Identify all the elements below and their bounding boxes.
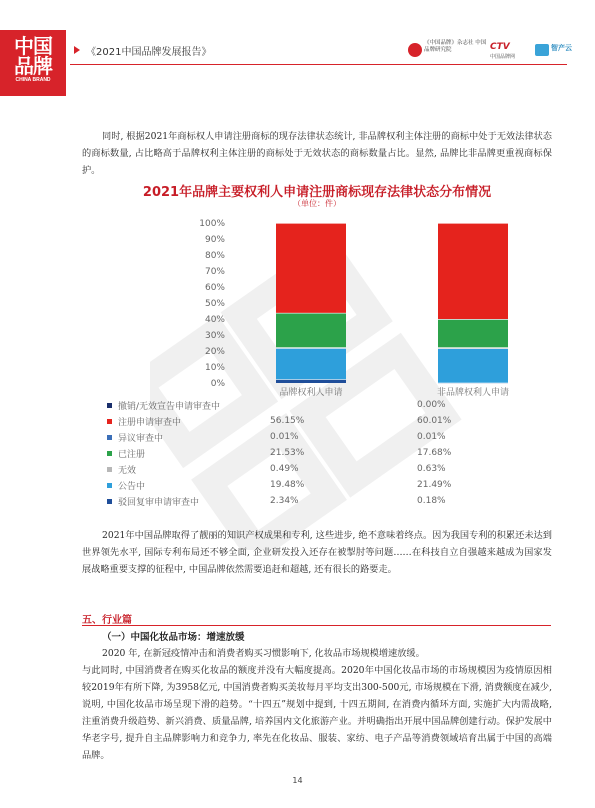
table-row: [107, 413, 547, 429]
section-divider: [82, 625, 551, 626]
ctv-subtitle: 中国品牌网: [490, 54, 516, 60]
y-tick-label: 80%: [204, 251, 225, 261]
conclusion-paragraph: 2021年中国品牌取得了靓丽的知识产权成果和专利, 这些进步, 绝不意味着终点。因为我国专利的积累还未达到世界领先水平, 国际专利布局还不够全面, 企业研发投入还存在被掣肘等问题……在科技自立自强越来越成为国家发展战略重要支撑的征程中, 中国品牌依然需要追赶和超越, 还有很长的路要走。: [82, 530, 552, 575]
cloud-logo-text: 智产云: [551, 44, 572, 52]
bar-segment: [438, 348, 508, 382]
y-tick-label: 40%: [204, 315, 225, 325]
paragraph-cosmetics-intro: 2020 年, 在新冠疫情冲击和消费者购买习惯影响下, 化妆品市场规模增速放缓。: [102, 648, 425, 659]
data-label: 21.53%: [270, 448, 305, 458]
legend-swatch: [107, 467, 112, 472]
bar-segment: [276, 348, 346, 379]
data-label: 0.00%: [417, 400, 446, 410]
bar-separator: [276, 222, 346, 224]
table-row: [107, 493, 547, 509]
y-tick-label: 90%: [204, 235, 225, 245]
x-category-label: 品牌权利人申请: [279, 388, 343, 398]
series-name: 公告中: [107, 477, 270, 493]
legend-swatch: [107, 499, 112, 504]
series-name: 已注册: [107, 445, 270, 461]
y-tick-label: 50%: [204, 299, 225, 309]
data-label: 0.01%: [270, 432, 299, 442]
series-name: 驳回复审申请审查中: [107, 493, 270, 509]
data-label: 60.01%: [417, 416, 452, 426]
bar-segment: [438, 319, 508, 347]
data-table: [107, 397, 547, 509]
y-tick-label: 60%: [204, 283, 225, 293]
y-tick-label: 0%: [210, 379, 225, 389]
chart-title: 2021年品牌主要权利人申请注册商标现存法律状态分布情况: [142, 185, 492, 200]
data-label: 21.49%: [417, 480, 452, 490]
data-label: 0.01%: [417, 432, 446, 442]
legend-swatch: [107, 419, 112, 424]
data-label: 19.48%: [270, 480, 305, 490]
x-category-label: 非品牌权利人申请: [436, 388, 510, 398]
table-row: [107, 397, 547, 413]
y-tick-label: 10%: [204, 363, 225, 373]
partner-name: 《中国品牌》杂志社 中国品牌研究院: [424, 40, 487, 53]
section-title: 五、行业篇: [82, 615, 132, 626]
report-title: 《2021中国品牌发展报告》: [86, 47, 212, 58]
table-row: [107, 445, 547, 461]
intro-paragraph: 同时, 根据2021年商标权人申请注册商标的现存法律状态统计, 非品牌权利主体注册的商标中处于无效法律状态的商标数量, 占比略高于品牌权利主体注册的商标处于无效状态的商标数量占比。显然, 品牌比非品牌更重视商标保护。: [82, 131, 552, 176]
paragraph-cosmetics-detail: 与此同时, 中国消费者在购买化妆品的额度并没有大幅度提高。2020年中国化妆品市场的市场规模因为疫情原因相较2019年有所下降, 为3958亿元, 中国消费者购买美妆每月平均支出300-500元, 市场规模在下滑, 消费额度在减少, 说明, 中国化妆品市场呈现下滑的趋势。“十四五”规划中提到, 十四五期间, 在消费内循环方面, 实施扩大内需战略, 注重消费升级趋势、新兴消费、质量品牌, 培养国内文化旅游产业。并明确指出开展中国品牌创建行动。保护发展中华老字号, 提升自主品牌影响力和竞争力, 率先在化妆品、服装、家纺、电子产品等消费领域培育出属于中国的高端品牌。: [82, 665, 552, 761]
data-label: [270, 397, 417, 413]
page-number: 14: [292, 776, 303, 785]
bar-segment: [276, 313, 346, 347]
y-tick-label: 70%: [204, 267, 225, 277]
series-name: 无效: [107, 461, 270, 477]
data-label: 56.15%: [270, 416, 305, 426]
table-row: [107, 429, 547, 445]
legend-swatch: [107, 451, 112, 456]
series-name: 撤销/无效宣告申请审查中: [107, 397, 270, 413]
series-name: 注册申请审查中: [107, 413, 270, 429]
data-label: 0.63%: [417, 464, 446, 474]
legend-swatch: [107, 483, 112, 488]
brand-logo: 中国 品牌 CHINA BRAND: [0, 30, 66, 96]
y-tick-label: 100%: [199, 219, 225, 229]
data-label: 17.68%: [417, 448, 452, 458]
chart-unit: （单位：件）: [293, 199, 341, 208]
bar-separator: [438, 222, 508, 224]
series-name: 异议审查中: [107, 429, 270, 445]
legend-swatch: [107, 403, 112, 408]
bar-segment: [438, 223, 508, 319]
ctv-logo: CTV: [490, 42, 510, 52]
data-label: 2.34%: [270, 496, 299, 506]
y-tick-label: 30%: [204, 331, 225, 341]
subsection-title: （一）中国化妆品市场：增速放缓: [102, 632, 245, 643]
stacked-bar-chart: [0, 0, 595, 400]
legend-swatch: [107, 435, 112, 440]
bar-segment: [276, 223, 346, 313]
table-row: [107, 477, 547, 493]
table-row: [107, 461, 547, 477]
data-label: 0.49%: [270, 464, 299, 474]
y-tick-label: 20%: [204, 347, 225, 357]
data-label: 0.18%: [417, 496, 446, 506]
